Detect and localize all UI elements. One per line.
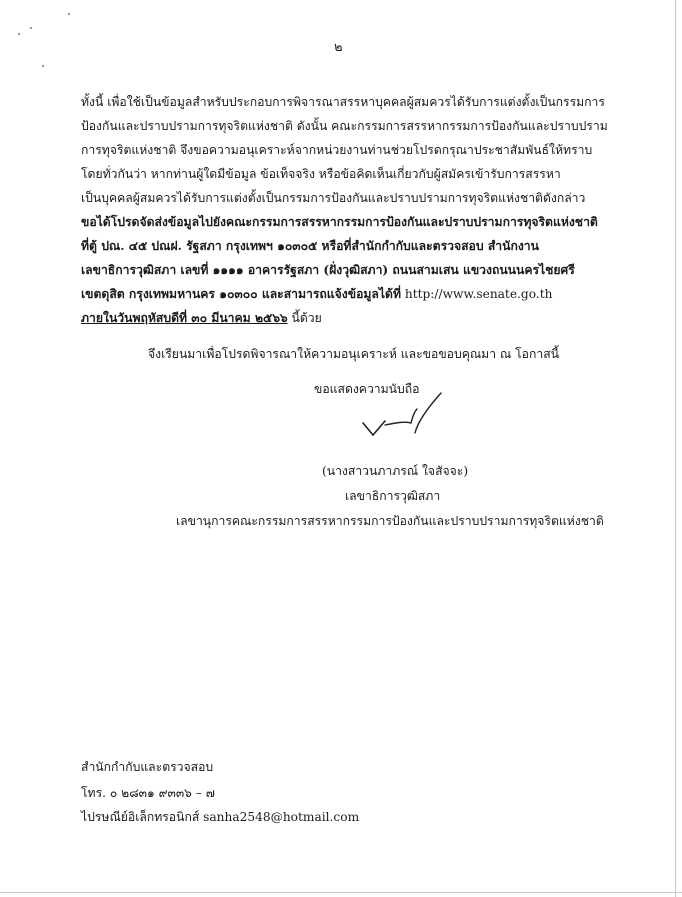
senate-website-link[interactable]: http://www.senate.go.th — [404, 287, 553, 301]
body-line-6: ขอได้โปรดจัดส่งข้อมูลไปยังคณะกรรมการสรรหากรรมการป้องกันและปราบปรามการทุจริตแห่งชาติ — [81, 215, 598, 229]
scan-speck — [30, 27, 32, 29]
footer-office: สำนักกำกับและตรวจสอบ — [81, 760, 214, 774]
body-line-9 — [81, 286, 552, 302]
closing-paragraph: จึงเรียนมาเพื่อโปรดพิจารณาให้ความอนุเคราะห์ และขอขอบคุณมา ณ โอกาสนี้ — [148, 347, 559, 361]
body-line-7: ที่ตู้ ปณ. ๔๕ ปณฝ. รัฐสภา กรุงเทพฯ ๑๐๓๐๕ หรือที่สำนักกำกับและตรวจสอบ สำนักงาน — [81, 239, 539, 253]
scan-speck — [42, 65, 44, 67]
signatory-title-2: เลขานุการคณะกรรมการสรรหากรรมการป้องกันและปราบปรามการทุจริตแห่งชาติ — [176, 514, 604, 528]
page-border-bottom — [0, 892, 682, 893]
signature-image — [355, 385, 445, 445]
body-line-1: ทั้งนี้ เพื่อใช้เป็นข้อมูลสำหรับประกอบการพิจารณาสรรหาบุคคลผู้สมควรได้รับการแต่งตั้งเป็นกรรมการ — [81, 95, 605, 109]
page-border-right — [675, 0, 676, 897]
body-line-2: ป้องกันและปราบปรามการทุจริตแห่งชาติ ดังนั้น คณะกรรมการสรรหากรรมการป้องกันและปราบปราม — [81, 119, 608, 133]
body-line-4: โดยทั่วกันว่า หากท่านผู้ใดมีข้อมูล ข้อเท็จจริง หรือข้อคิดเห็นเกี่ยวกับผู้สมัครเข้ารับการสรรหา — [81, 167, 561, 181]
footer-email: ไปรษณีย์อิเล็กทรอนิกส์ sanha2548@hotmail.com — [81, 810, 360, 824]
body-line-9-text: เขตดุสิต กรุงเทพมหานคร ๑๐๓๐๐ และสามารถแจ้งข้อมูลได้ที่ — [81, 287, 401, 301]
body-line-10-tail: นี้ด้วย — [287, 311, 322, 325]
footer-phone: โทร. ๐ ๒๘๓๑ ๙๓๓๖ – ๗ — [81, 786, 215, 800]
scan-speck — [18, 33, 20, 35]
body-line-8: เลขาธิการวุฒิสภา เลขที่ ๑๑๑๑ อาคารรัฐสภา (ฝั่งวุฒิสภา) ถนนสามเสน แขวงถนนนครไชยศรี — [81, 263, 575, 277]
body-line-3: การทุจริตแห่งชาติ จึงขอความอนุเคราะห์จากหน่วยงานท่านช่วยโปรดกรุณาประชาสัมพันธ์ให้ทราบ — [81, 143, 593, 157]
regards-line: ขอแสดงความนับถือ — [314, 382, 420, 396]
scan-speck — [68, 13, 70, 15]
signatory-title: เลขาธิการวุฒิสภา — [345, 489, 441, 503]
body-line-5: เป็นบุคคลผู้สมควรได้รับการแต่งตั้งเป็นกรรมการป้องกันและปราบปรามการทุจริตแห่งชาติดังกล่าว — [81, 191, 586, 205]
signatory-name: (นางสาวนภาภรณ์ ใจสัจจะ) — [322, 464, 469, 478]
deadline-date: ภายในวันพฤหัสบดีที่ ๓๐ มีนาคม ๒๕๖๖ — [81, 311, 288, 325]
page-number: ๒ — [334, 40, 343, 55]
body-line-10 — [81, 310, 322, 326]
